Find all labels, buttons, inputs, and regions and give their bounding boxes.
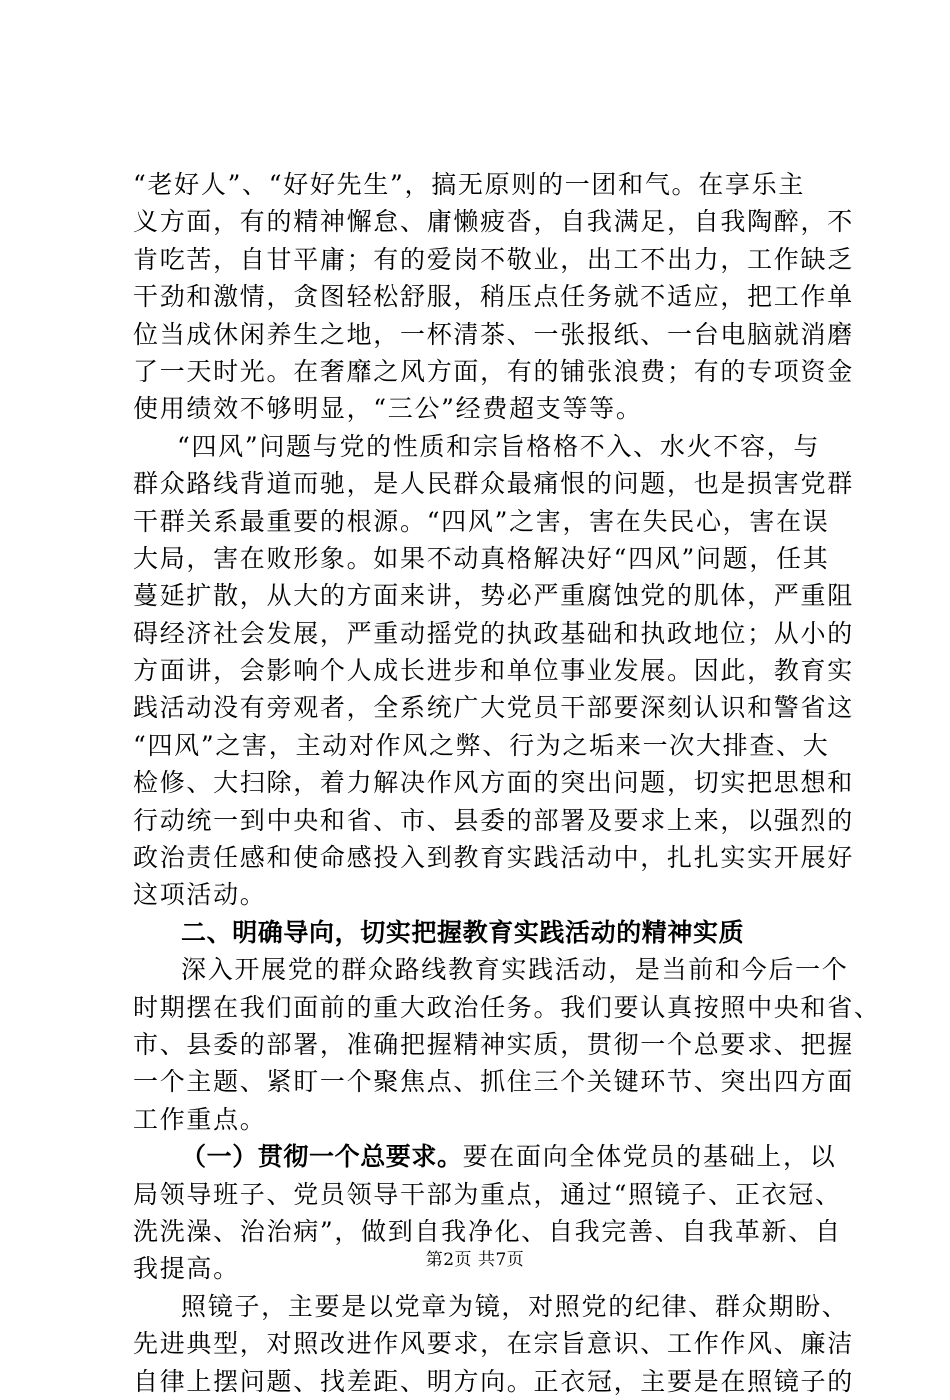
text-line: 自律上摆问题、找差距、明方向。正衣冠，主要是在照镜子的 [133,1366,854,1396]
text-line: 了一天时光。在奢靡之风方面，有的铺张浪费；有的专项资金 [133,356,854,386]
document-body [133,166,881,1400]
text-line: 检修、大扫除，着力解决作风方面的突出问题，切实把思想和 [133,768,854,798]
text-line: 行动统一到中央和省、市、县委的部署及要求上来，以强烈的 [133,805,854,835]
text-line: 干群关系最重要的根源。“四风”之害，害在失民心，害在误 [133,506,830,536]
text-line: 碍经济社会发展，严重动摇党的执政基础和执政地位；从小的 [133,618,854,648]
text-line: 蔓延扩散，从大的方面来讲，势必严重腐蚀党的肌体，严重阻 [133,581,854,611]
paragraph-start: “四风”问题与党的性质和宗旨格格不入、水火不容，与 [177,431,821,461]
text-line: 使用绩效不够明显，“三公”经费超支等等。 [133,394,643,424]
subsection-title: （一）贯彻一个总要求。 [181,1142,463,1172]
text-line: 位当成休闲养生之地，一杯清茶、一张报纸、一台电脑就消磨 [133,319,854,349]
text-line: 践活动没有旁观者，全系统广大党员干部要深刻认识和警省这 [133,693,854,723]
text-line: 一个主题、紧盯一个聚焦点、抓住三个关键环节、突出四方面 [133,1067,854,1097]
text-line: “老好人”、“好好先生”，搞无原则的一团和气。在享乐主 [133,170,806,199]
text-line: 工作重点。 [133,1104,267,1134]
text-line: 方面讲，会影响个人成长进步和单位事业发展。因此，教育实 [133,656,854,686]
text-line: 洗洗澡、治治病”，做到自我净化、自我完善、自我革新、自 [133,1216,842,1246]
page-number-footer: 第2页 共7页 [425,1250,525,1270]
text-line: 我提高。 [133,1254,240,1284]
text-line: “四风”之害，主动对作风之弊、行为之垢来一次大排查、大 [133,730,830,760]
text-line: 群众路线背道而驰，是人民群众最痛恨的问题，也是损害党群 [133,469,854,499]
text-line: 时期摆在我们面前的重大政治任务。我们要认真按照中央和省、 [133,992,881,1022]
text-line: 局领导班子、党员领导干部为重点，通过“照镜子、正衣冠、 [133,1179,842,1209]
subsection-line [133,1138,837,1175]
text-line: 大局，害在败形象。如果不动真格解决好“四风”问题，任其 [133,543,830,573]
text-line: 肯吃苦，自甘平庸；有的爱岗不敬业，出工不出力，工作缺乏 [133,244,854,274]
paragraph-start: 深入开展党的群众路线教育实践活动，是当前和今后一个 [181,955,849,985]
text-line: 政治责任感和使命感投入到教育实践活动中，扎扎实实开展好 [133,843,854,873]
text-line: 市、县委的部署，准确把握精神实质，贯彻一个总要求、把握 [133,1029,854,1059]
text-line: 义方面，有的精神懈怠、庸懒疲沓，自我满足，自我陶醉，不 [133,207,854,237]
paragraph-start: 照镜子，主要是以党章为镜，对照党的纪律、群众期盼、 [181,1291,849,1321]
text-line: 干劲和激情，贪图轻松舒服，稍压点任务就不适应，把工作单 [133,282,854,312]
subsection-text: 要在面向全体党员的基础上，以 [462,1142,837,1172]
text-line: 这项活动。 [133,880,267,910]
section-heading: 二、明确导向，切实把握教育实践活动的精神实质 [181,917,745,947]
text-line: 先进典型，对照改进作风要求，在宗旨意识、工作作风、廉洁 [133,1329,854,1359]
